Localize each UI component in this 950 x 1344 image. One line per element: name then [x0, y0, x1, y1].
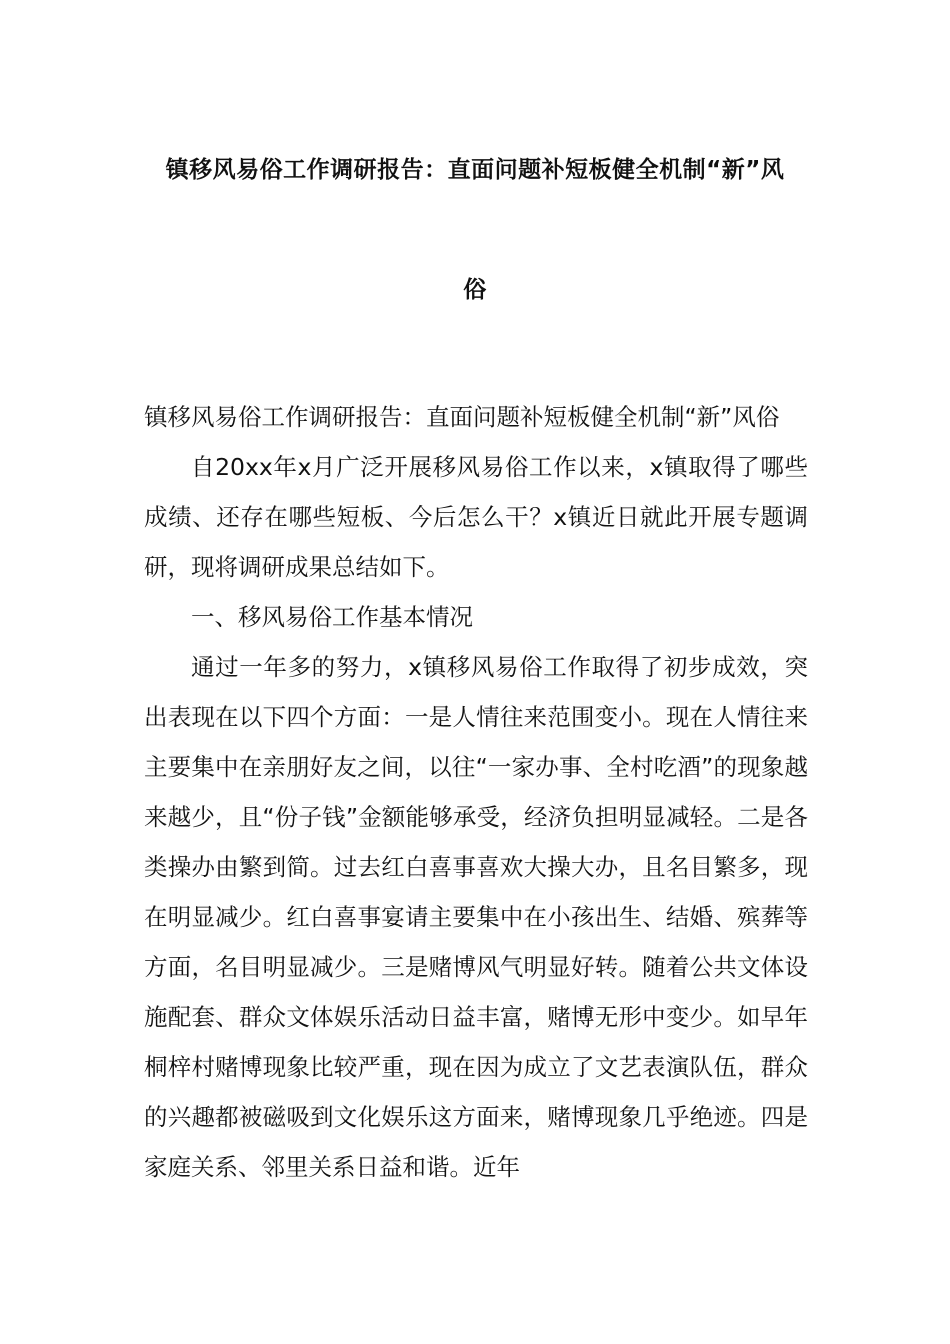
document-title-line-2: 俗	[463, 277, 487, 303]
paragraph-intro: 自20xx年x月广泛开展移风易俗工作以来，x镇取得了哪些成绩、还存在哪些短板、今后怎么干？x镇近日就此开展专题调研，现将调研成果总结如下。	[144, 453, 808, 581]
document-title-line-1: 镇移风易俗工作调研报告：直面问题补短板健全机制“新”风	[165, 157, 785, 183]
document-body	[144, 392, 808, 1192]
paragraph-body: 通过一年多的努力，x镇移风易俗工作取得了初步成效，突出表现在以下四个方面：一是人情往来范围变小。现在人情往来主要集中在亲朋好友之间，以往“一家办事、全村吃酒”的现象越来越少，且“份子钱”金额能够承受，经济负担明显减轻。二是各类操办由繁到简。过去红白喜事喜欢大操大办，且名目繁多，现在明显减少。红白喜事宴请主要集中在小孩出生、结婚、殡葬等方面，名目明显减少。三是赌博风气明显好转。随着公共文体设施配套、群众文体娱乐活动日益丰富，赌博无形中变少。如早年桐梓村赌博现象比较严重，现在因为成立了文艺表演队伍，群众的兴趣都被磁吸到文化娱乐这方面来，赌博现象几乎绝迹。四是家庭关系、邻里关系日益和谐。近年	[144, 653, 808, 1181]
section-heading: 一、移风易俗工作基本情况	[191, 603, 473, 631]
paragraph-subtitle: 镇移风易俗工作调研报告：直面问题补短板健全机制“新”风俗	[144, 403, 780, 431]
